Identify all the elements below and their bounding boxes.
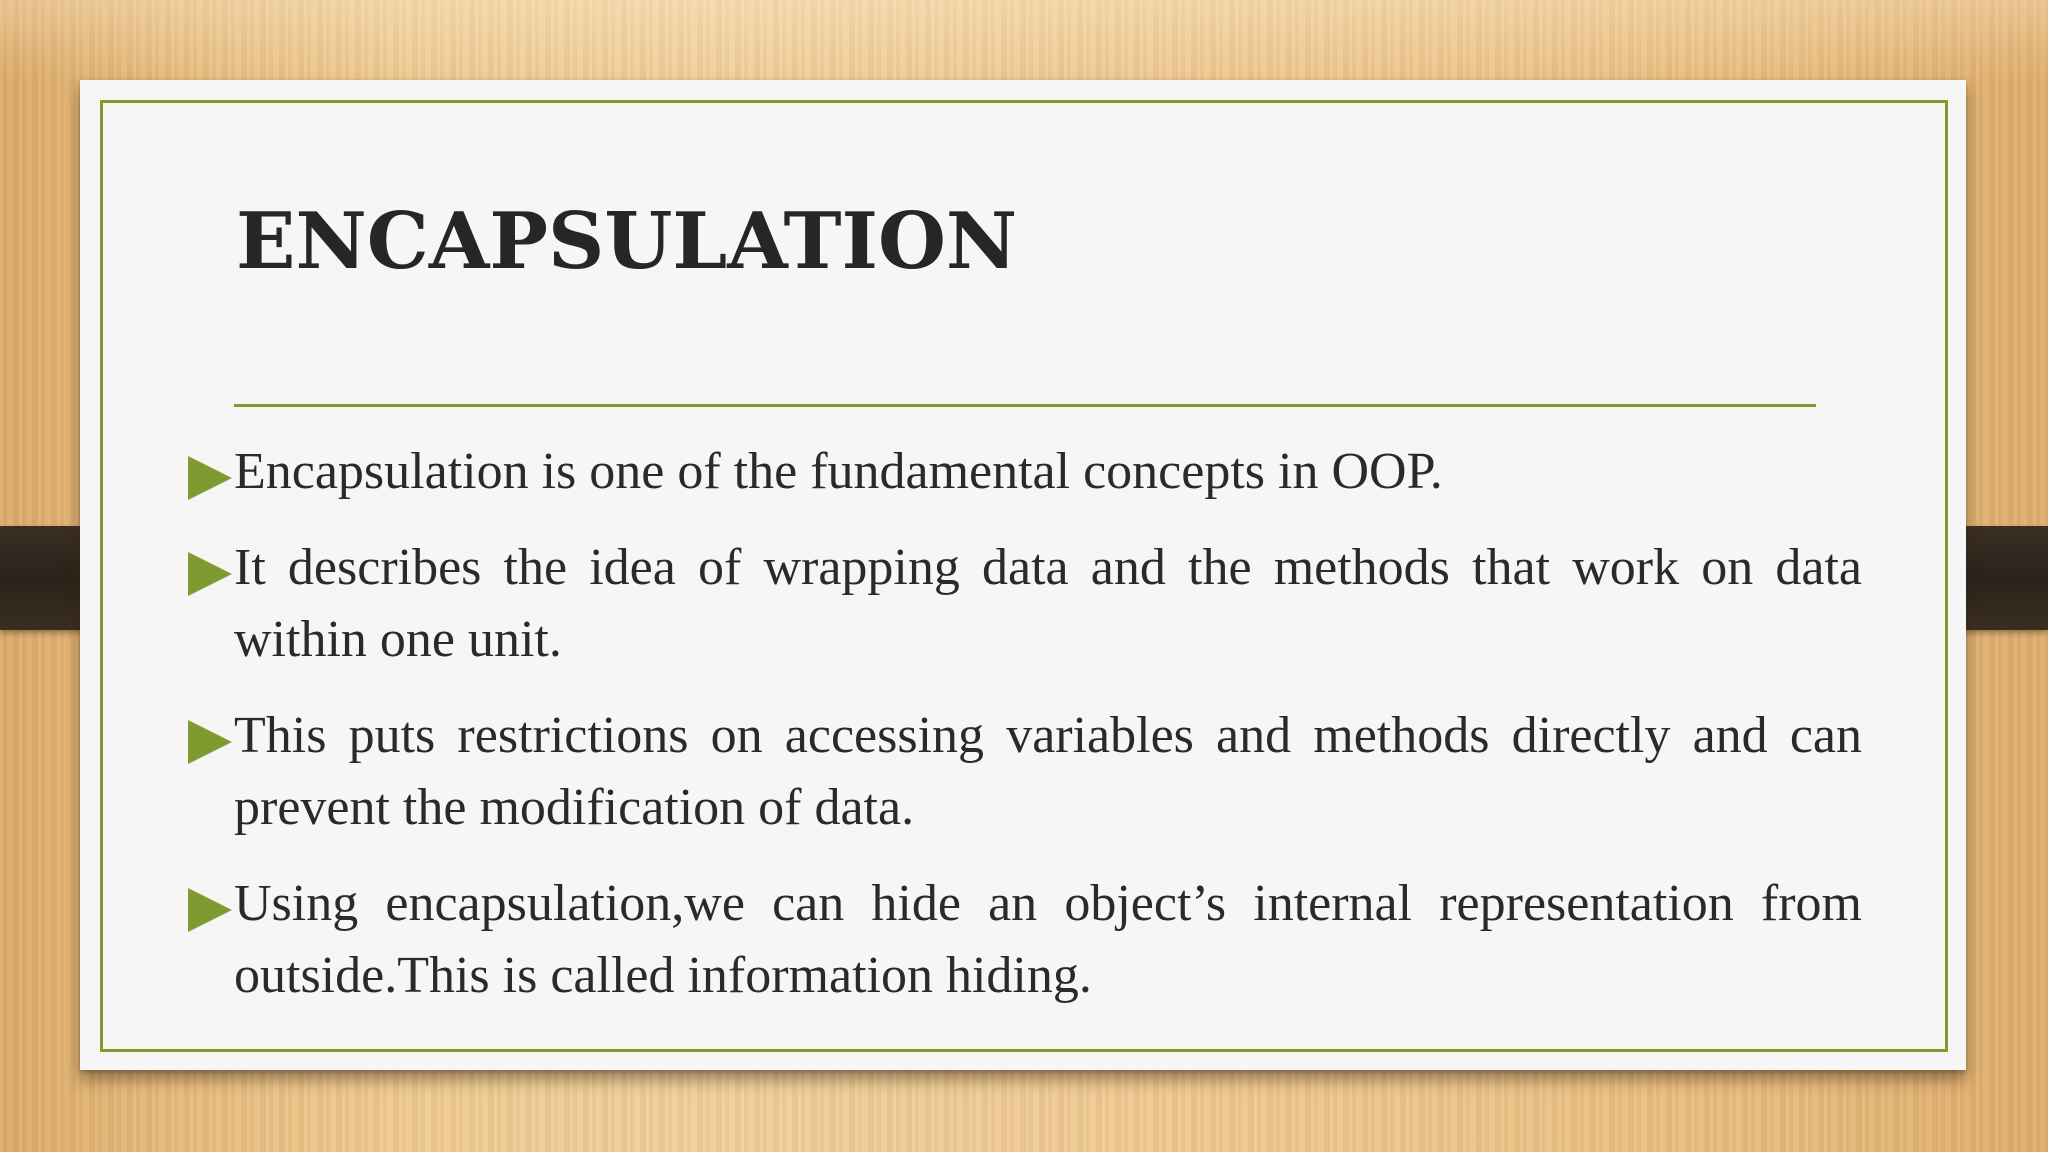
- triangle-arrow-icon: [188, 720, 232, 764]
- bullet-text: Using encapsulation,we can hide an object’s internal representation from outside.This is called information hiding.: [234, 875, 1862, 1004]
- slide: [80, 80, 1966, 1070]
- bullet-item: [186, 436, 1862, 508]
- bullet-item: [186, 868, 1862, 1012]
- bullet-item: [186, 700, 1862, 844]
- bullet-item: [186, 532, 1862, 676]
- wood-background-highlight: [0, 0, 2048, 80]
- bullet-text: Encapsulation is one of the fundamental concepts in OOP.: [234, 443, 1443, 500]
- title-divider: [234, 404, 1816, 407]
- slide-title: ENCAPSULATION: [236, 196, 1018, 287]
- triangle-arrow-icon: [188, 456, 232, 500]
- bullet-text: It describes the idea of wrapping data and the methods that work on data within one unit.: [234, 539, 1862, 668]
- bullet-text: This puts restrictions on accessing variables and methods directly and can prevent the modification of data.: [234, 707, 1862, 836]
- bullet-list: [186, 436, 1862, 1036]
- triangle-arrow-icon: [188, 888, 232, 932]
- triangle-arrow-icon: [188, 552, 232, 596]
